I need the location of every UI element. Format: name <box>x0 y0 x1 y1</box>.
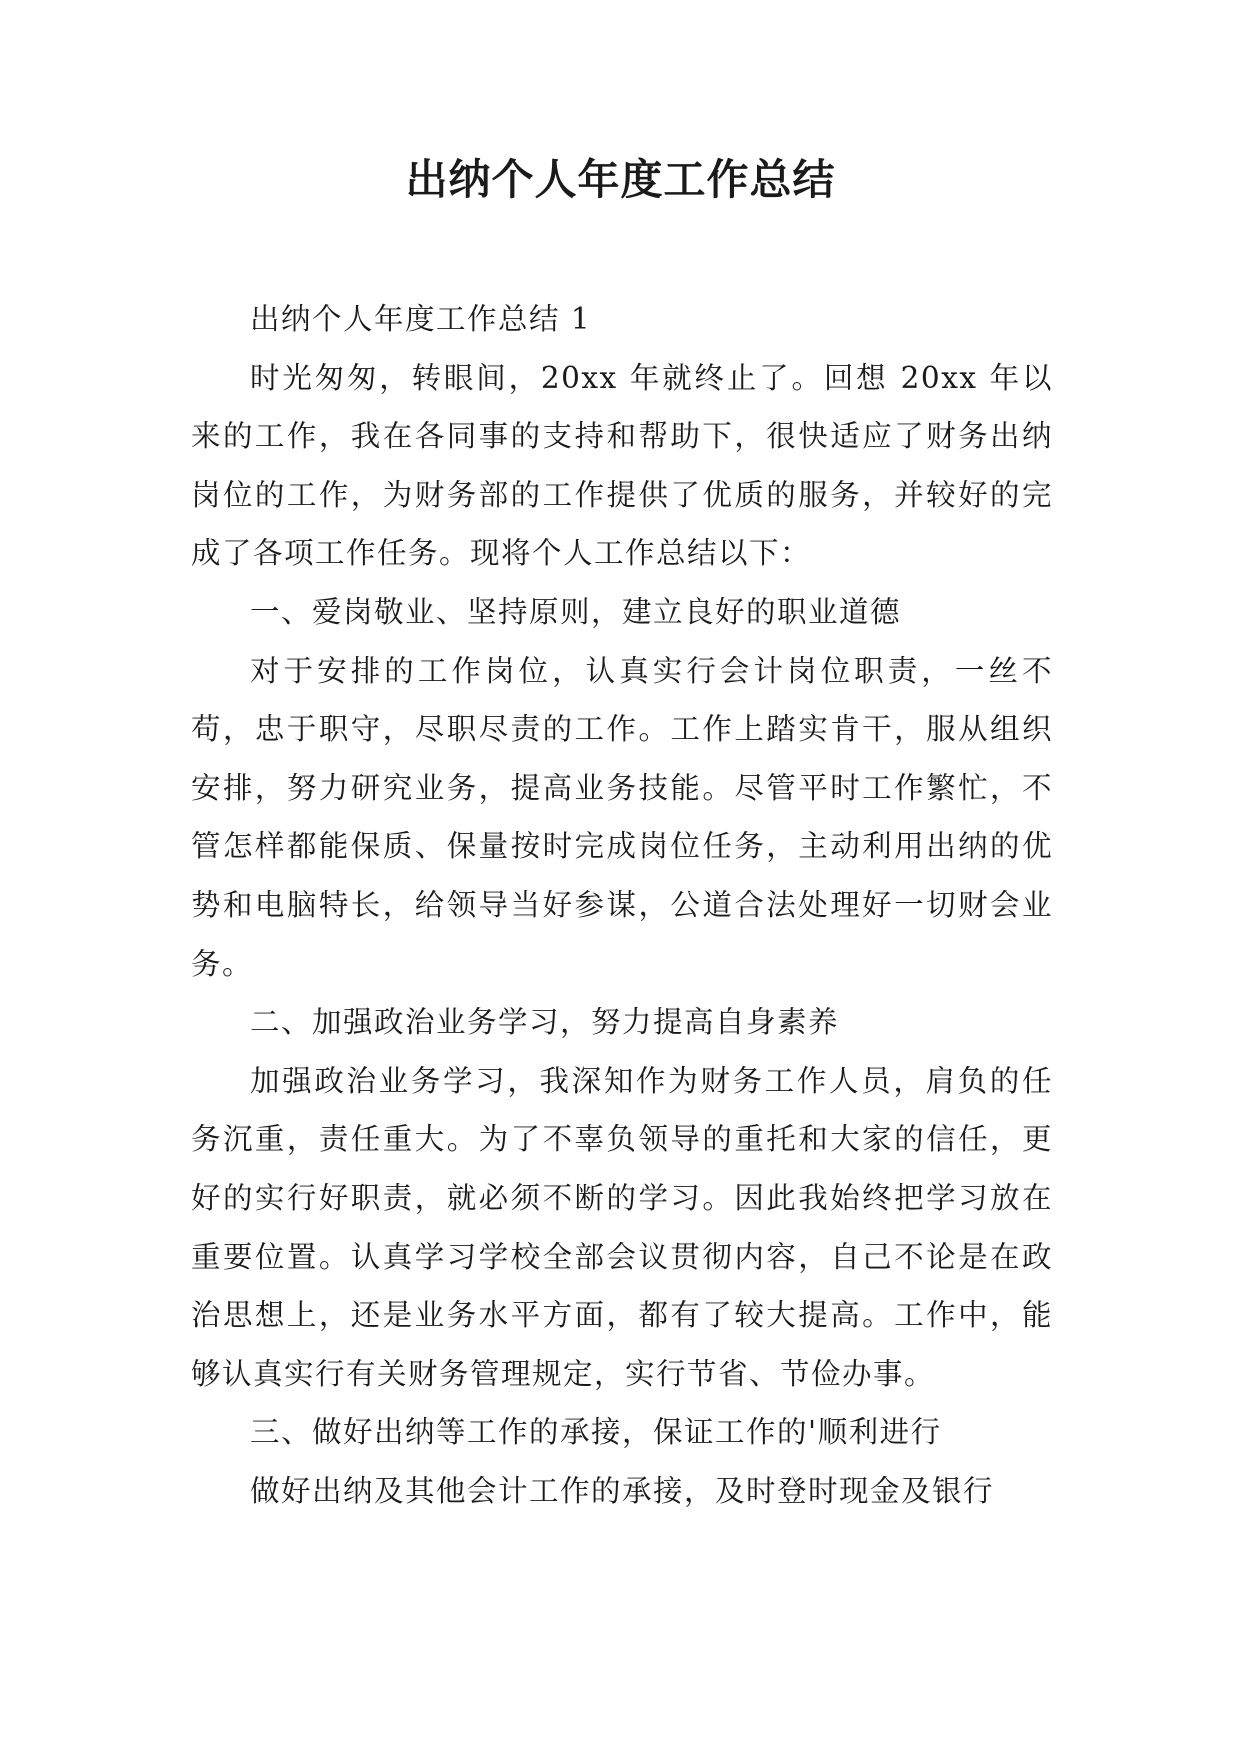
section-heading: 三、做好出纳等工作的承接，保证工作的'顺利进行 <box>250 1415 942 1450</box>
section-heading: 一、爱岗敬业、坚持原则，建立良好的职业道德 <box>250 594 902 629</box>
section-heading: 出纳个人年度工作总结 1 <box>250 302 592 336</box>
paragraph: 时光匆匆，转眼间，20xx 年就终止了。回想 20xx 年以来的工作，我在各同事的支持和帮助下，很快适应了财务出纳岗位的工作，为财务部的工作提供了优质的服务，并较好的完成了各项工作任务。现将个人工作总结以下： <box>191 360 1053 571</box>
document-title: 出纳个人年度工作总结 <box>405 155 836 204</box>
paragraph: 做好出纳及其他会计工作的承接，及时登时现金及银行 <box>250 1473 995 1508</box>
document-body <box>191 290 1053 1520</box>
paragraph: 加强政治业务学习，我深知作为财务工作人员，肩负的任务沉重，责任重大。为了不辜负领导的重托和大家的信任，更好的实行好职责，就必须不断的学习。因此我始终把学习放在重要位置。认真学习学校全部会议贯彻内容，自己不论是在政治思想上，还是业务水平方面，都有了较大提高。工作中，能够认真实行有关财务管理规定，实行节省、节俭办事。 <box>191 1063 1053 1391</box>
section-heading: 二、加强政治业务学习，努力提高自身素养 <box>250 1005 840 1040</box>
paragraph: 对于安排的工作岗位，认真实行会计岗位职责，一丝不苟，忠于职守，尽职尽责的工作。工作上踏实肯干，服从组织安排，努力研究业务，提高业务技能。尽管平时工作繁忙，不管怎样都能保质、保量按时完成岗位任务，主动利用出纳的优势和电脑特长，给领导当好参谋，公道合法处理好一切财会业务。 <box>191 653 1053 981</box>
